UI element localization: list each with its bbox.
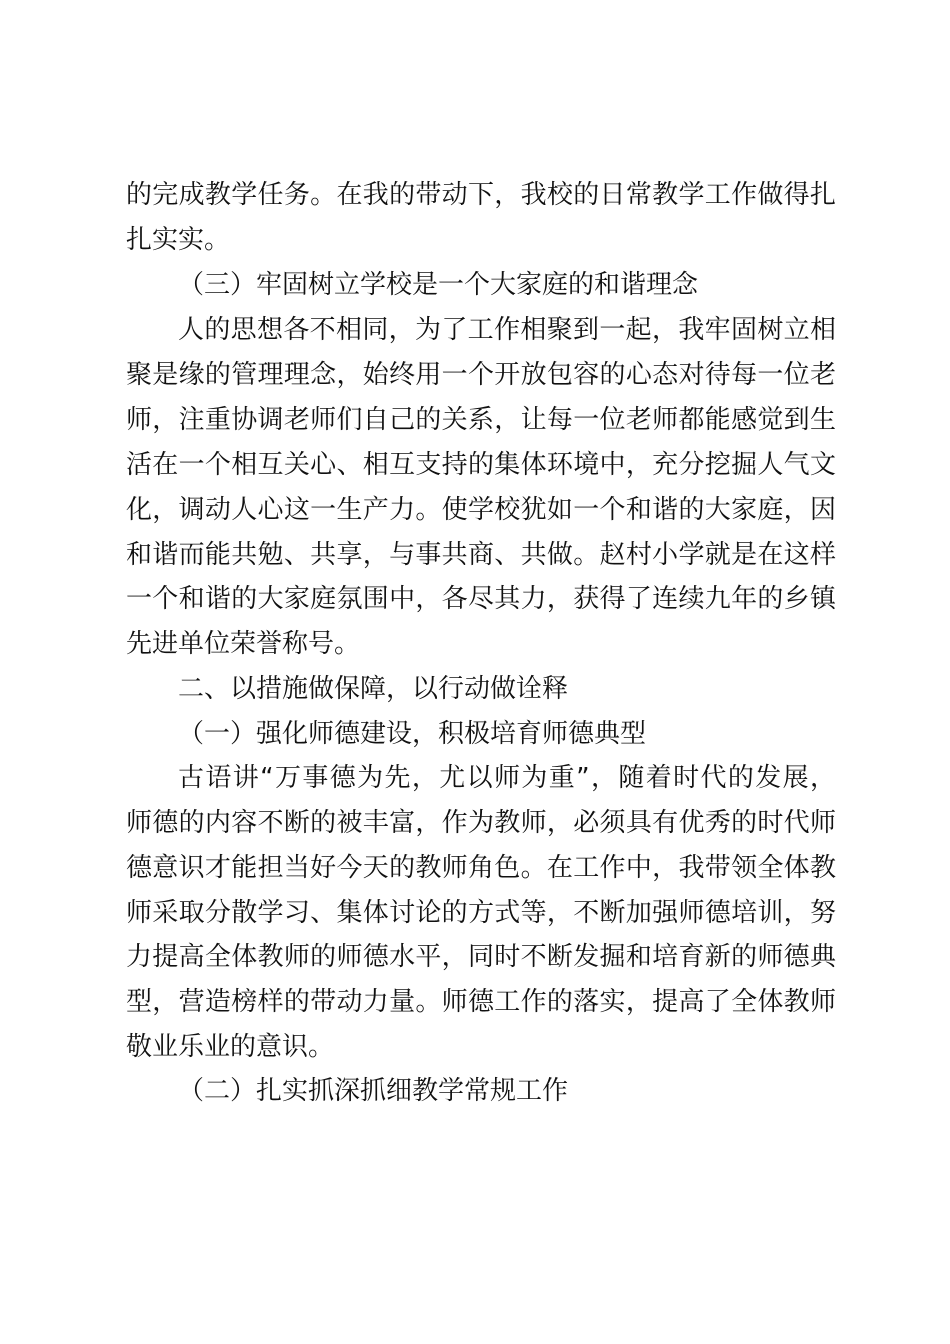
paragraph-line: 型，营造榜样的带动力量。师德工作的落实，提高了全体教师 xyxy=(126,987,836,1017)
paragraph-line: 师德的内容不断的被丰富，作为教师，必须具有优秀的时代师 xyxy=(126,808,836,838)
paragraph-line: 活在一个相互关心、相互支持的集体环境中，充分挖掘人气文 xyxy=(126,450,836,480)
section-heading: 二、以措施做保障，以行动做诠释 xyxy=(178,674,569,704)
paragraph-line: 的完成教学任务。在我的带动下，我校的日常教学工作做得扎 xyxy=(126,180,836,210)
paragraph-line: 聚是缘的管理理念，始终用一个开放包容的心态对待每一位老 xyxy=(126,360,836,390)
subsection-heading: （二）扎实抓深抓细教学常规工作 xyxy=(178,1076,569,1106)
paragraph-line: 化，调动人心这一生产力。使学校犹如一个和谐的大家庭，因 xyxy=(126,495,836,525)
paragraph-line: 先进单位荣誉称号。 xyxy=(126,629,361,659)
section-heading: （三）牢固树立学校是一个大家庭的和谐理念 xyxy=(178,270,699,300)
paragraph-line: 一个和谐的大家庭氛围中，各尽其力，获得了连续九年的乡镇 xyxy=(126,584,836,614)
paragraph-line: 敬业乐业的意识。 xyxy=(126,1032,335,1062)
paragraph-line: 力提高全体教师的师德水平，同时不断发掘和培育新的师德典 xyxy=(126,942,836,972)
paragraph-line: 师采取分散学习、集体讨论的方式等，不断加强师德培训，努 xyxy=(126,898,836,928)
paragraph-line: 师，注重协调老师们自己的关系，让每一位老师都能感觉到生 xyxy=(126,405,836,435)
paragraph-line: 人的思想各不相同，为了工作相聚到一起，我牢固树立相 xyxy=(178,315,836,345)
paragraph-line: 和谐而能共勉、共享，与事共商、共做。赵村小学就是在这样 xyxy=(126,540,836,570)
paragraph-line: 扎实实。 xyxy=(126,225,231,255)
subsection-heading: （一）强化师德建设，积极培育师德典型 xyxy=(178,719,647,749)
paragraph-line: 德意识才能担当好今天的教师角色。在工作中，我带领全体教 xyxy=(126,853,836,883)
paragraph-line: 古语讲“万事德为先，尤以师为重”，随着时代的发展， xyxy=(178,763,836,793)
